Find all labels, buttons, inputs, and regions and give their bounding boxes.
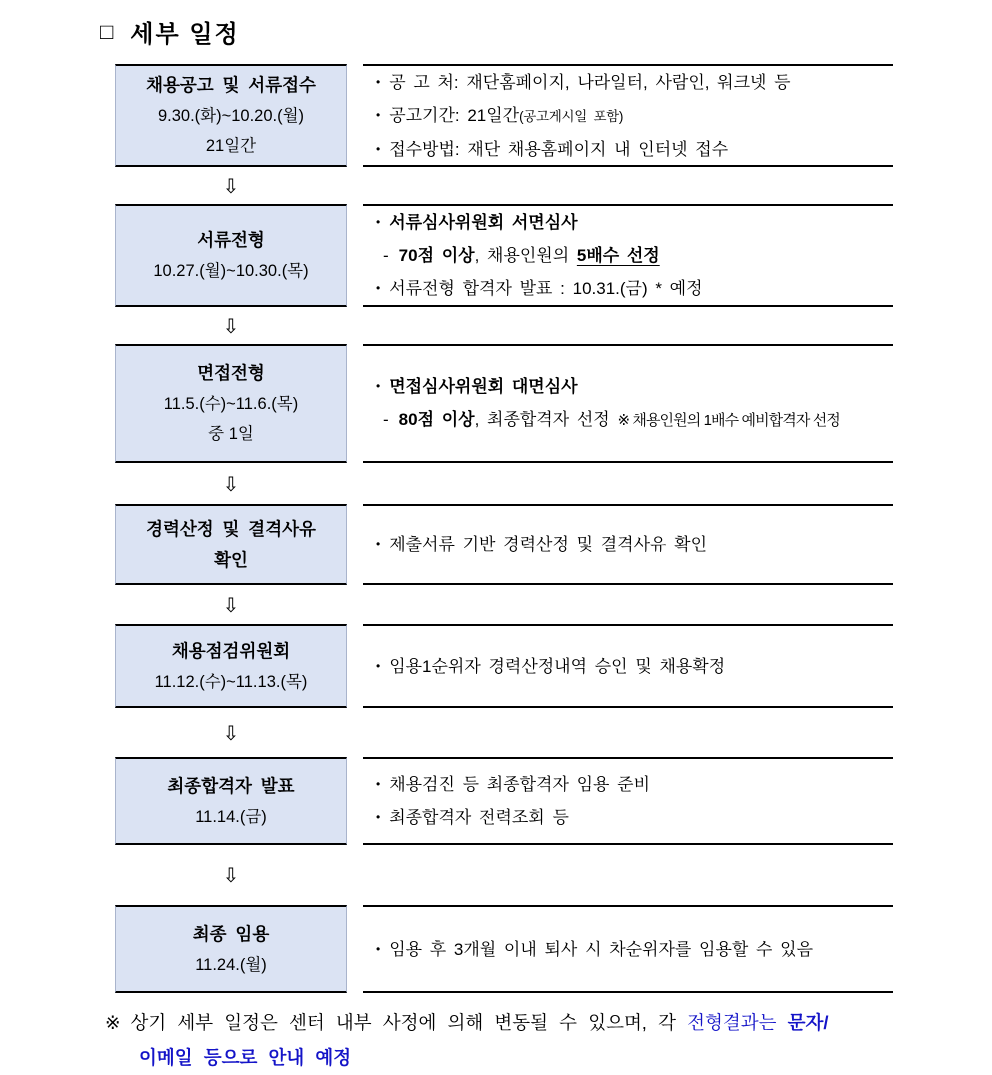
detail-text: 서류전형 합격자 발표 : 10.31.(금) * 예정 (389, 279, 703, 298)
down-arrow-icon: ⇩ (222, 720, 240, 745)
detail-line (376, 768, 893, 801)
detail-text-underlined: 5배수 선정 (576, 246, 660, 265)
schedule-row-4 (115, 504, 893, 585)
detail-line (376, 66, 893, 99)
detail-text: 채용검진 등 최종합격자 임용 준비 (389, 775, 651, 794)
reference-mark-icon: ※ (105, 1012, 121, 1033)
flow-connector (115, 845, 347, 905)
footnote-text-blue-bold: 문자/ (787, 1012, 829, 1033)
stage-period: 11.24.(월) (195, 955, 267, 974)
stage-period: 11.14.(금) (195, 807, 267, 826)
stage-name: 면접전형 (197, 363, 265, 383)
page-title (100, 14, 992, 49)
stage-box-document-screening (115, 204, 347, 307)
detail-line (376, 239, 893, 272)
down-arrow-icon: ⇩ (222, 313, 240, 338)
bullet-icon: • (376, 658, 381, 673)
footnote-line2: 이메일 등으로 안내 예정 (139, 1047, 352, 1068)
detail-text-bold: 80점 이상 (398, 410, 475, 429)
stage-duration: 중 1일 (208, 425, 254, 443)
bullet-icon: • (376, 777, 381, 791)
schedule-table (115, 64, 893, 993)
detail-text: 제출서류 기반 경력산정 및 결격사유 확인 (389, 535, 707, 554)
flow-connector (115, 307, 347, 344)
footnote-text-blue: 전형결과는 (687, 1012, 777, 1033)
stage-name: 확인 (214, 549, 248, 570)
detail-text: 임용 후 3개월 이내 퇴사 시 차순위자를 임용할 수 있음 (389, 939, 814, 959)
bullet-icon: • (376, 215, 381, 229)
detail-text-small: (공고게시일 포함) (519, 108, 624, 124)
detail-text-bold: 면접심사위원회 대면심사 (389, 377, 578, 396)
detail-text-bold: 70점 이상 (398, 246, 475, 265)
footnote-text: 상기 세부 일정은 센터 내부 사정에 의해 변동될 수 있으며, 각 (130, 1012, 676, 1033)
stage-name: 최종합격자 발표 (167, 775, 295, 796)
detail-text: 공고기간: 21일간 (389, 105, 520, 125)
stage-box-final-appointment (115, 905, 347, 993)
detail-line (376, 528, 893, 561)
detail-note: ※ 채용인원의 1배수 예비합격자 선정 (617, 412, 840, 429)
detail-line (376, 272, 893, 305)
schedule-row-6 (115, 757, 893, 845)
stage-box-review-committee (115, 624, 347, 708)
stage-box-final-announcement (115, 757, 347, 845)
bullet-icon: • (376, 141, 381, 156)
bullet-icon: • (376, 281, 381, 295)
flow-connector (115, 463, 347, 504)
detail-line (376, 933, 893, 966)
stage-details (363, 64, 893, 167)
schedule-row-5 (115, 624, 893, 708)
schedule-row-1 (115, 64, 893, 167)
bullet-icon: • (376, 107, 381, 122)
stage-box-recruit-notice (115, 64, 347, 167)
schedule-row-2 (115, 204, 893, 307)
detail-line (376, 370, 893, 403)
down-arrow-icon: ⇩ (222, 863, 240, 887)
stage-duration: 21일간 (205, 137, 257, 155)
bullet-icon: • (376, 74, 381, 89)
stage-name: 최종 임용 (192, 923, 270, 944)
detail-line (376, 650, 893, 683)
stage-period: 10.27.(월)~10.30.(목) (153, 262, 309, 280)
stage-name: 채용점검위원회 (171, 640, 291, 661)
bullet-icon: • (376, 379, 381, 393)
detail-text: 접수방법: 재단 채용홈페이지 내 인터넷 접수 (389, 139, 729, 159)
detail-text: , 최종합격자 선정 (474, 410, 618, 429)
stage-period: 11.12.(수)~11.13.(목) (154, 672, 308, 691)
stage-details (363, 905, 893, 993)
detail-line (376, 801, 893, 834)
dash-marker: - (383, 410, 389, 429)
schedule-row-3 (115, 344, 893, 463)
page-title-text: 세부 일정 (130, 21, 240, 48)
stage-details (363, 757, 893, 845)
flow-connector (115, 167, 347, 204)
detail-line (376, 99, 893, 133)
stage-box-career-check (115, 504, 347, 585)
down-arrow-icon: ⇩ (222, 592, 240, 617)
flow-connector (115, 585, 347, 624)
dash-marker: - (383, 246, 389, 265)
flow-connector (115, 708, 347, 757)
detail-text: 최종합격자 전력조회 등 (389, 808, 569, 827)
stage-box-interview (115, 344, 347, 463)
detail-line (376, 403, 893, 437)
bullet-icon: • (376, 810, 381, 824)
stage-name: 서류전형 (197, 230, 265, 250)
down-arrow-icon: ⇩ (222, 173, 240, 198)
down-arrow-icon: ⇩ (222, 471, 240, 496)
detail-line (376, 133, 893, 166)
schedule-row-7 (115, 905, 893, 993)
square-bullet-icon: □ (100, 18, 116, 44)
bullet-icon: • (376, 537, 381, 551)
bullet-icon: • (376, 941, 381, 956)
stage-name: 경력산정 및 결격사유 (146, 518, 316, 539)
detail-text-bold: 서류심사위원회 서면심사 (389, 213, 578, 232)
detail-text: 임용1순위자 경력산정내역 승인 및 채용확정 (389, 656, 726, 676)
stage-details (363, 504, 893, 585)
stage-name: 채용공고 및 서류접수 (146, 75, 316, 95)
detail-line (376, 206, 893, 239)
stage-period: 11.5.(수)~11.6.(목) (163, 395, 299, 413)
detail-text: 공 고 처: 재단홈페이지, 나라일터, 사람인, 워크넷 등 (389, 72, 791, 92)
stage-details (363, 624, 893, 708)
footnote (105, 1005, 992, 1075)
stage-period: 9.30.(화)~10.20.(월) (157, 107, 305, 125)
detail-text: , 채용인원의 (474, 246, 577, 265)
stage-details (363, 344, 893, 463)
stage-details (363, 204, 893, 307)
